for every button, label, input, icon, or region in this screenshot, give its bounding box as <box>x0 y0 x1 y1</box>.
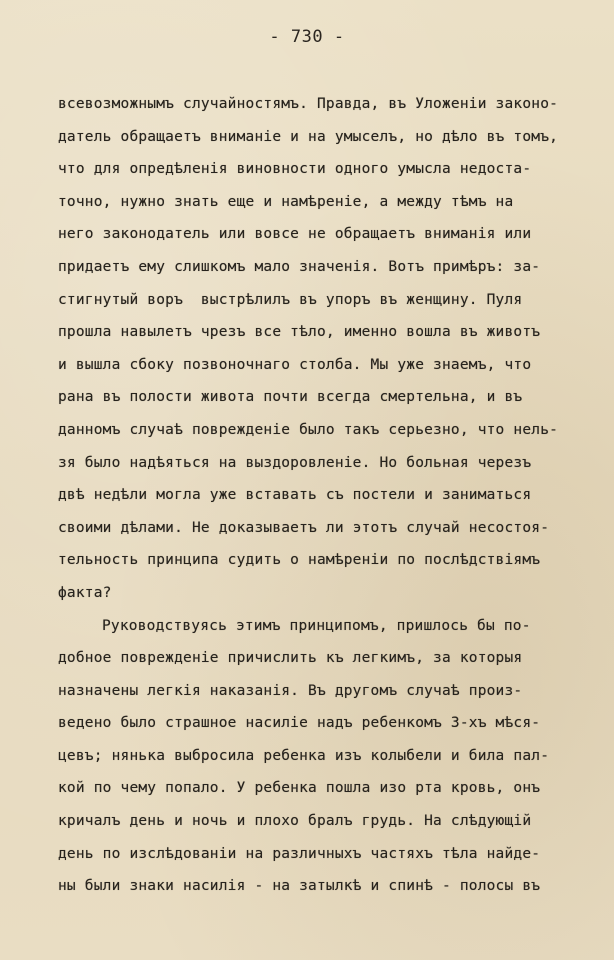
page-number: - 730 - <box>269 27 345 47</box>
document-body <box>58 88 588 903</box>
text-line: и вышла сбоку позвоночнаго столба. Мы уже знаемъ, что <box>58 356 532 373</box>
text-line: тельность принципа судить о намѣренiи по послѣдствiямъ <box>58 552 541 569</box>
text-line: него законодатель или вовсе не обращаетъ вниманiя или <box>58 226 532 243</box>
text-line: кой по чему попало. У ребенка пошла изо рта кровь, онъ <box>58 780 541 797</box>
text-line: добное поврежденiе причислить къ легкимъ, за которыя <box>58 650 523 667</box>
text-line: данномъ случаѣ поврежденiе было такъ серьезно, что нель- <box>58 421 559 438</box>
text-line: своими дѣлами. Не доказываетъ ли этотъ случай несостоя- <box>58 519 550 536</box>
text-line: стигнутый воръ выстрѣлилъ въ упоръ въ женщину. Пуля <box>58 291 523 308</box>
text-line: что для опредѣленiя виновности одного умысла недоста- <box>58 161 532 178</box>
text-line: факта? <box>58 584 112 601</box>
text-line: двѣ недѣли могла уже вставать съ постели и заниматься <box>58 487 532 504</box>
text-line: ведено было страшное насилiе надъ ребенкомъ 3-хъ мѣся- <box>58 715 541 732</box>
text-line: точно, нужно знать еще и намѣренiе, а между тѣмъ на <box>58 193 514 210</box>
text-line: ны были знаки насилiя - на затылкѣ и спинѣ - полосы въ <box>58 878 541 895</box>
text-line: Руководствуясь этимъ принципомъ, пришлось бы по- <box>102 617 531 634</box>
text-line: цевъ; нянька выбросила ребенка изъ колыбели и била пал- <box>58 747 550 764</box>
text-line: прошла навылетъ чрезъ все тѣло, именно вошла въ животъ <box>58 324 541 341</box>
text-line: датель обращаетъ вниманiе и на умыселъ, но дѣло въ томъ, <box>58 128 559 145</box>
text-line: день по изслѣдованiи на различныхъ частяхъ тѣла найде- <box>58 845 541 862</box>
text-line: рана въ полости живота почти всегда смертельна, и въ <box>58 389 523 406</box>
text-line: всевозможнымъ случайностямъ. Правда, въ Уложенiи законо- <box>58 96 559 112</box>
text-line: придаетъ ему слишкомъ мало значенiя. Вотъ примѣръ: за- <box>58 258 541 275</box>
text-line: назначены легкiя наказанiя. Въ другомъ случаѣ произ- <box>58 682 523 699</box>
text-line: зя было надѣяться на выздоровленiе. Но больная черезъ <box>58 454 532 471</box>
text-line: кричалъ день и ночь и плохо бралъ грудь. На слѣдующiй <box>58 813 532 830</box>
